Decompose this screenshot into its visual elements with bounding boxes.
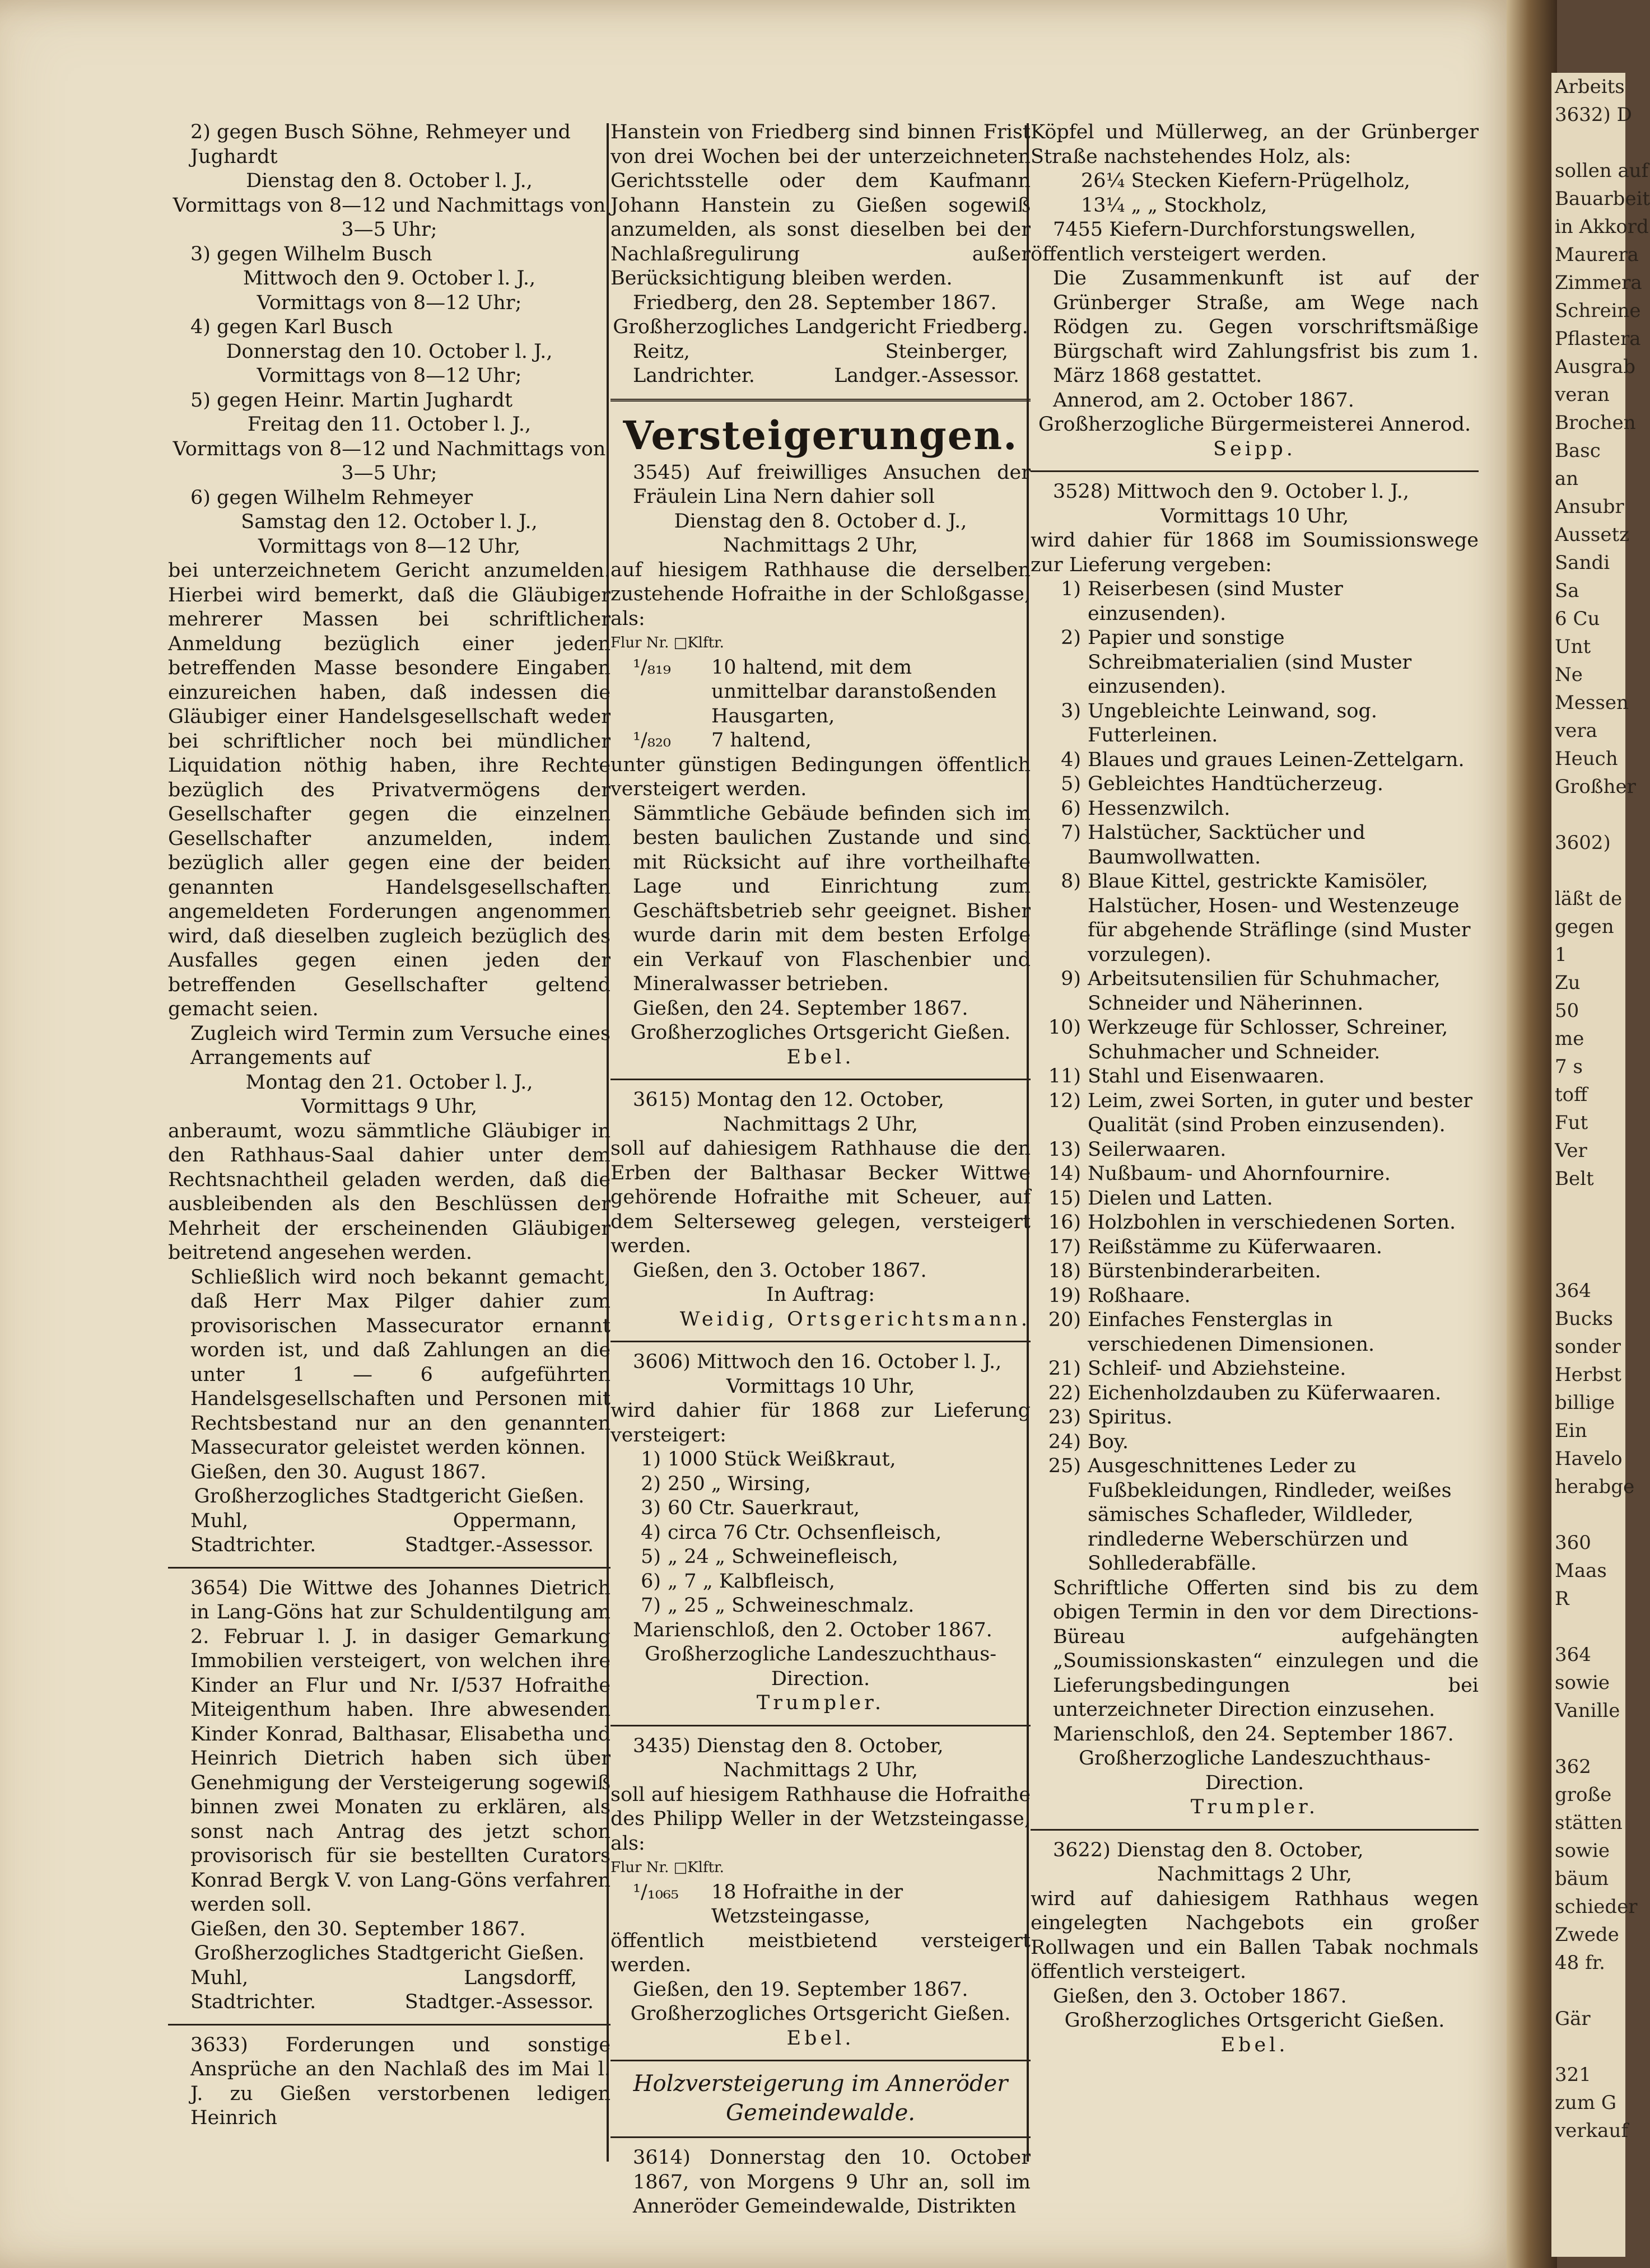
- list-number: 19): [1048, 1284, 1081, 1307]
- notice-3545-text-3: Sämmtliche Gebäude befinden sich im besten baulichen Zustande und sind mit Rücksicht auf ihre vortheilhafte Lage und Einrichtung zum Geschäftsbetrieb sehr geeignet. Bisher wurde darin mit dem besten Erfolge ein Verkauf von Flaschenbier und Mineralwasser betrieben.: [633, 802, 1031, 995]
- list-item: Blaue Kittel, gestrickte Kamisöler, Halstücher, Hosen- und Westenzeuge für abgehende Sträflinge (sind Muster vorzulegen).: [1088, 870, 1471, 966]
- list-item: Gebleichtes Handtücherzeug.: [1088, 773, 1383, 795]
- adjacent-page-text: 362: [1555, 1756, 1591, 1778]
- list-number: 7): [1061, 822, 1081, 844]
- adjacent-page-text: in Akkord: [1555, 216, 1649, 238]
- adjacent-page-text: stätten: [1555, 1812, 1623, 1834]
- debtor-4: 4) gegen Karl Busch: [190, 316, 393, 338]
- adjacent-page-text: Havelo: [1555, 1448, 1623, 1470]
- lot-number: ¹/₁₀₆₅: [633, 1880, 679, 1903]
- adjacent-page-text: zum G: [1555, 2092, 1617, 2114]
- list-number: 13): [1048, 1138, 1081, 1161]
- column-3: [1031, 120, 1479, 2057]
- court-name: Großherzogliches Ortsgericht Gießen.: [1064, 2009, 1445, 2032]
- book-gutter: [1507, 0, 1557, 2268]
- adjacent-page-text: 364: [1555, 1644, 1591, 1666]
- court-name: Großherzogliches Landgericht Friedberg.: [613, 316, 1028, 338]
- adjacent-page-text: 7 s: [1555, 1056, 1583, 1078]
- adjacent-page-text: Schreine: [1555, 300, 1641, 322]
- list-item: Boy.: [1088, 1430, 1129, 1453]
- place-date: Gießen, den 19. September 1867.: [633, 1978, 968, 2001]
- arrangement-date: Montag den 21. October l. J.,: [245, 1071, 533, 1094]
- list-item: Arbeitsutensilien für Schuhmacher, Schneider und Näherinnen.: [1088, 968, 1441, 1015]
- adjacent-page-text: R: [1555, 1588, 1569, 1610]
- debtor-6-date: Samstag den 12. October l. J.,: [241, 511, 538, 533]
- place-date: Gießen, den 3. October 1867.: [633, 1259, 927, 1282]
- list-number: 6): [641, 1570, 661, 1593]
- adjacent-page-text: sowie: [1555, 1840, 1610, 1862]
- auction-time: Nachmittags 2 Uhr,: [723, 534, 918, 557]
- adjacent-page-text: [1555, 1221, 1625, 1249]
- adjacent-page-text: me: [1555, 1028, 1584, 1050]
- notice-3633: 3633) Forderungen und sonstige Ansprüche an den Nachlaß des im Mai l. J. zu Gießen verstorbenen ledigen Heinrich: [190, 2033, 610, 2129]
- debtor-6: 6) gegen Wilhelm Rehmeyer: [190, 486, 473, 509]
- wood-lot: 26¼ Stecken Kiefern-Prügelholz,: [1081, 170, 1410, 192]
- list-number: 9): [1061, 968, 1081, 990]
- notice-3435-text: soll auf hiesigem Rathhause die Hofraithe des Philipp Weller in der Wetzsteingasse, als:: [610, 1783, 1031, 1855]
- arrangement-time: Vormittags 9 Uhr,: [301, 1095, 478, 1118]
- adjacent-page-text: 364: [1555, 1280, 1591, 1302]
- mandate-label: In Auftrag:: [766, 1284, 875, 1306]
- divider: [1031, 470, 1479, 472]
- adjacent-page-text: Maurera: [1555, 244, 1639, 266]
- adjacent-page-text: [1555, 1725, 1625, 1753]
- list-item: Werkzeuge für Schlosser, Schreiner, Schuhmacher und Schneider.: [1088, 1016, 1448, 1063]
- list-item: Schleif- und Abziehsteine.: [1088, 1357, 1346, 1380]
- court-name: Großherzogliches Stadtgericht Gießen.: [194, 1942, 585, 1964]
- place-date: Gießen, den 3. October 1867.: [1053, 1985, 1347, 2008]
- list-item: Roßhaare.: [1088, 1284, 1191, 1307]
- adjacent-page-text: [1555, 1977, 1625, 2005]
- signature-role: Landrichter.: [633, 365, 755, 387]
- list-number: 17): [1048, 1235, 1081, 1258]
- list-item: Blaues und graues Leinen-Zettelgarn.: [1088, 748, 1465, 771]
- place-date: Gießen, den 24. September 1867.: [633, 997, 968, 1020]
- signature: Oppermann,: [453, 1509, 577, 1532]
- notice-3545-intro: 3545) Auf freiwilliges Ansuchen der Fräulein Lina Nern dahier soll: [633, 461, 1031, 508]
- list-item: Eichenholzdauben zu Küferwaaren.: [1088, 1382, 1442, 1404]
- notice-body-4: Schließlich wird noch bekannt gemacht, daß Herr Max Pilger dahier zum provisorischen Massecurator ernannt worden ist, und daß Zahlungen an die unter 1 — 6 aufgeführten Handelsgesellschaften und Personen mit Rechtsbestand nur an den genannten Massecurator geleistet werden können.: [190, 1266, 610, 1459]
- list-item: „ 24 „ Schweinefleisch,: [668, 1546, 898, 1568]
- list-number: 15): [1048, 1187, 1081, 1210]
- court-name: Großherzogliche Landeszuchthaus-Direction.: [1078, 1747, 1431, 1794]
- notice-text: öffentlich versteigert werden.: [1031, 242, 1327, 265]
- lot-number: ¹/₈₁₉: [633, 656, 671, 679]
- adjacent-page-text: Gär: [1555, 2008, 1591, 2030]
- divider: [610, 1725, 1031, 1726]
- adjacent-page-text: [1555, 1249, 1625, 1277]
- divider: [610, 1341, 1031, 1342]
- lot-number: ¹/₈₂₀: [633, 729, 671, 752]
- list-item: Bürstenbinderarbeiten.: [1088, 1260, 1321, 1282]
- debtor-4-time: Vormittags von 8—12 Uhr;: [257, 365, 522, 387]
- list-number: 4): [1061, 748, 1081, 771]
- place-date: Gießen, den 30. August 1867.: [190, 1460, 487, 1483]
- signature-role: Landger.-Assessor.: [834, 365, 1019, 387]
- auction-time: Nachmittags 2 Uhr,: [723, 1759, 918, 1781]
- list-item: „ 7 „ Kalbfleisch,: [668, 1570, 836, 1593]
- signature: Trumpler.: [756, 1692, 885, 1714]
- list-number: 1): [641, 1448, 661, 1471]
- list-item: circa 76 Ctr. Ochsenfleisch,: [668, 1521, 942, 1544]
- signature: Trumpler.: [1190, 1796, 1319, 1818]
- column-1: [168, 120, 610, 2131]
- divider: [610, 2060, 1031, 2061]
- adjacent-page-text: Arbeits: [1555, 76, 1625, 98]
- place-date: Gießen, den 30. September 1867.: [190, 1917, 526, 1940]
- adjacent-page-text: Brochen: [1555, 412, 1636, 434]
- adjacent-page-text: Sandi: [1555, 552, 1610, 574]
- list-item: Dielen und Latten.: [1088, 1187, 1273, 1210]
- signature: Langsdorff,: [464, 1966, 577, 1989]
- adjacent-page-text: Ansubr: [1555, 496, 1624, 518]
- list-item: Halstücher, Sacktücher und Baumwollwatten.: [1088, 822, 1365, 869]
- adjacent-page-text: billige: [1555, 1392, 1615, 1414]
- place-date: Friedberg, den 28. September 1867.: [633, 291, 997, 314]
- adjacent-page-text: [1555, 1613, 1625, 1641]
- notice-continued: Hanstein von Friedberg sind binnen Frist von drei Wochen bei der unterzeichneten Gerichtsstelle oder dem Kaufmann Johann Hanstein zu Gießen sogewiß anzumelden, als sonst dieselben bei der Nachlaßregulirung außer Berücksichtigung bleiben werden.: [610, 121, 1031, 290]
- place-date: Annerod, am 2. October 1867.: [1053, 389, 1354, 412]
- list-number: 22): [1048, 1382, 1081, 1404]
- list-item: Spiritus.: [1088, 1406, 1173, 1429]
- court-name: Großherzogliches Ortsgericht Gießen.: [630, 2003, 1011, 2025]
- adjacent-page-text: 50: [1555, 1000, 1579, 1022]
- notice-3615-intro: 3615) Montag den 12. October,: [633, 1089, 944, 1111]
- list-item: Stahl und Eisenwaaren.: [1088, 1065, 1325, 1088]
- list-item: 250 „ Wirsing,: [668, 1472, 811, 1495]
- adjacent-page-text: Ne: [1555, 664, 1583, 686]
- column-2: [610, 120, 1031, 2219]
- notice-3622-intro: 3622) Dienstag den 8. October,: [1053, 1838, 1364, 1861]
- signature: Ebel.: [786, 1046, 855, 1068]
- court-name: Großherzogliche Bürgermeisterei Annerod.: [1038, 413, 1471, 436]
- lot-description: 18 Hofraithe in der Wetzsteingasse,: [711, 1880, 903, 1928]
- adjacent-page-text: Fut: [1555, 1112, 1588, 1134]
- adjacent-page-text: [1555, 857, 1625, 885]
- list-number: 10): [1048, 1016, 1081, 1039]
- adjacent-page-text: Ein: [1555, 1420, 1587, 1442]
- list-number: 2): [641, 1472, 661, 1495]
- signature: Steinberger,: [885, 340, 1008, 363]
- list-item: 1000 Stück Weißkraut,: [668, 1448, 896, 1471]
- notice-3606-intro: 3606) Mittwoch den 16. October l. J.,: [633, 1351, 1002, 1373]
- debtor-3-date: Mittwoch den 9. October l. J.,: [243, 267, 536, 290]
- adjacent-page-text: Herbst: [1555, 1364, 1621, 1386]
- adjacent-page-text: sollen auf: [1555, 160, 1649, 182]
- debtor-5-date: Freitag den 11. October l. J.,: [247, 413, 532, 436]
- adjacent-page-text: Maas: [1555, 1560, 1607, 1582]
- divider: [1031, 1829, 1479, 1831]
- list-item: Reiserbesen (sind Muster einzusenden).: [1088, 578, 1343, 625]
- adjacent-page-text: [1555, 801, 1625, 829]
- list-item: „ 25 „ Schweineschmalz.: [668, 1594, 915, 1617]
- notice-3435-text-2: öffentlich meistbietend versteigert werden.: [610, 1929, 1031, 1976]
- adjacent-page-text: veran: [1555, 384, 1610, 406]
- court-name: Großherzogliches Ortsgericht Gießen.: [630, 1021, 1011, 1044]
- list-item: Papier und sonstige Schreibmaterialien (sind Muster einzusenden).: [1088, 627, 1412, 698]
- adjacent-page-text: Aussetz: [1555, 524, 1630, 546]
- adjacent-page-text: Zwede: [1555, 1924, 1619, 1946]
- list-item: Seilerwaaren.: [1088, 1138, 1227, 1161]
- divider: [610, 2136, 1031, 2138]
- adjacent-page-text: Zu: [1555, 972, 1581, 994]
- notice-text: Die Zusammenkunft ist auf der Grünberger Straße, am Wege nach Rödgen zu. Gegen vorschriftsmäßige Bürgschaft wird Zahlungsfrist bis zum 1. März 1868 gestattet.: [1053, 267, 1479, 387]
- adjacent-page-text: läßt de: [1555, 888, 1623, 910]
- notice-3545-text: auf hiesigem Rathhause die derselben zustehende Hofraithe in der Schloßgasse, als:: [610, 558, 1031, 630]
- supply-list: [610, 1448, 1031, 1618]
- notice-3435-intro: 3435) Dienstag den 8. October,: [633, 1734, 944, 1757]
- signature: Weidig, Ortsgerichtsmann.: [679, 1308, 1031, 1331]
- adjacent-page-fragment: [1551, 73, 1650, 2257]
- adjacent-page-text: Sa: [1555, 580, 1579, 602]
- section-subheading: Holzversteigerung im Anneröder Gemeindewalde.: [633, 2071, 1008, 2126]
- list-number: 3): [641, 1497, 661, 1519]
- adjacent-page-text: 3632) D: [1555, 104, 1632, 126]
- wood-lot: 7455 Kiefern-Durchforstungswellen,: [1053, 218, 1416, 241]
- divider: [610, 399, 1031, 402]
- adjacent-page-text: schieder: [1555, 1896, 1638, 1918]
- signature-role: Stadtrichter.: [190, 1991, 316, 2013]
- list-number: 8): [1061, 870, 1081, 893]
- list-number: 6): [1061, 797, 1081, 820]
- debtor-6-time: Vormittags von 8—12 Uhr,: [258, 535, 521, 558]
- wood-lot: 13¼ „ „ Stockholz,: [1081, 194, 1267, 217]
- list-number: 2): [1061, 627, 1081, 649]
- debtor-2: 2) gegen Busch Söhne, Rehmeyer und Jughardt: [190, 121, 571, 168]
- list-item: Ungebleichte Leinwand, sog. Futterleinen.: [1088, 699, 1377, 746]
- list-number: 14): [1048, 1163, 1081, 1185]
- auction-time: Vormittags 10 Uhr,: [726, 1375, 915, 1398]
- notice-3615-text: soll auf dahiesigem Rathhause die den Erben der Balthasar Becker Wittwe gehörende Hofraithe mit Scheuer, auf dem Selterseweg gelegen, versteigert werden.: [610, 1137, 1031, 1257]
- notice-3528-intro: 3528) Mittwoch den 9. October l. J.,: [1053, 480, 1410, 503]
- adjacent-page-text: sowie: [1555, 1672, 1610, 1694]
- court-name: Großherzogliches Stadtgericht Gießen.: [194, 1485, 585, 1508]
- adjacent-page-text: gegen: [1555, 916, 1614, 938]
- list-number: 23): [1048, 1406, 1081, 1429]
- auction-time: Nachmittags 2 Uhr,: [723, 1113, 918, 1136]
- list-number: 7): [641, 1594, 661, 1617]
- adjacent-page-text: Basc: [1555, 440, 1601, 462]
- auction-time: Vormittags 10 Uhr,: [1160, 505, 1349, 528]
- list-item: Einfaches Fensterglas in verschiedenen Dimensionen.: [1088, 1309, 1375, 1356]
- adjacent-page-text: Unt: [1555, 636, 1591, 658]
- list-number: 21): [1048, 1357, 1081, 1380]
- notice-3606-text: wird dahier für 1868 zur Lieferung versteigert:: [610, 1399, 1031, 1446]
- adjacent-page-text: Ausgrab: [1555, 356, 1635, 378]
- adjacent-page-text: 3602): [1555, 832, 1611, 854]
- list-item: 60 Ctr. Sauerkraut,: [668, 1497, 860, 1519]
- list-number: 1): [1061, 578, 1081, 600]
- adjacent-page-text: Bauarbeit: [1555, 188, 1650, 210]
- notice-3622-text: wird auf dahiesigem Rathhaus wegen eingelegten Nachgebots ein großer Rollwagen und ein Ballen Tabak nochmals öffentlich versteigert.: [1031, 1887, 1479, 1983]
- adjacent-page-text: 321: [1555, 2064, 1591, 2086]
- adjacent-page-text: an: [1555, 468, 1579, 490]
- signature: Reitz,: [633, 340, 690, 363]
- list-number: 16): [1048, 1211, 1081, 1234]
- list-number: 3): [1061, 699, 1081, 722]
- adjacent-page-text: Großher: [1555, 776, 1636, 798]
- notice-3654: 3654) Die Wittwe des Johannes Dietrich in Lang-Göns hat zur Schuldentilgung am 2. Februar l. J. in dasiger Gemarkung Immobilien versteigert, von welchen ihre Kinder an Flur und Nr. I/537 Hofraithe Miteigenthum haben. Ihre abwesenden Kinder Konrad, Balthasar, Elisabetha und Heinrich Dietrich haben sich über Genehmigung der Versteigerung sogewiß binnen zwei Monaten zu erklären, als sonst nach Antrag des jetzt schon provisorisch für sie bestellten Curators Konrad Bergk V. von Lang-Göns verfahren werden soll.: [190, 1576, 610, 1916]
- signature-role: Stadtrichter.: [190, 1534, 316, 1556]
- place-date: Marienschloß, den 2. October 1867.: [633, 1618, 992, 1641]
- list-item: Ausgeschnittenes Leder zu Fußbekleidungen, Rindleder, weißes sämisches Schafleder, Wildleder, rindlederne Weberschürzen und Sohllederabfälle.: [1088, 1455, 1452, 1575]
- adjacent-page-text: herabge: [1555, 1476, 1635, 1498]
- notice-3528-text: wird dahier für 1868 im Soumissionswege zur Lieferung vergeben:: [1031, 529, 1479, 576]
- adjacent-page-text: [1555, 1501, 1625, 1529]
- debtor-3: 3) gegen Wilhelm Busch: [190, 242, 432, 265]
- list-item: Holzbohlen in verschiedenen Sorten.: [1088, 1211, 1456, 1234]
- debtor-5: 5) gegen Heinr. Martin Jughardt: [190, 389, 513, 412]
- lot-description: 10 haltend, mit dem unmittelbar daranstoßenden Hausgarten,: [711, 656, 997, 727]
- debtor-2-date: Dienstag den 8. October l. J.,: [246, 170, 533, 192]
- adjacent-page-text: [1555, 1193, 1625, 1221]
- notice-body-3: anberaumt, wozu sämmtliche Gläubiger in den Rathhaus-Saal dahier unter dem Rechtsnachtheil geladen werden, daß die ausbleibenden als den Beschlüssen der Mehrheit der erscheinenden Gläubiger beitretend angesehen werden.: [168, 1119, 610, 1264]
- adjacent-page-text: Heuch: [1555, 748, 1618, 770]
- signature-role: Stadtger.-Assessor.: [404, 1534, 594, 1556]
- signature-role: Stadtger.-Assessor.: [404, 1991, 594, 2013]
- adjacent-page-text: 1: [1555, 944, 1567, 966]
- list-number: 5): [641, 1546, 661, 1568]
- list-number: 25): [1048, 1455, 1081, 1477]
- supply-list: [1031, 577, 1479, 1576]
- list-item: Leim, zwei Sorten, in guter und bester Qualität (sind Proben einzusenden).: [1088, 1089, 1473, 1136]
- adjacent-page-text: Bucks: [1555, 1308, 1613, 1330]
- adjacent-page-text: toff: [1555, 1084, 1588, 1106]
- list-item: Nußbaum- und Ahornfournire.: [1088, 1163, 1391, 1185]
- list-item: Hessenzwilch.: [1088, 797, 1230, 820]
- adjacent-page-text: verkauf: [1555, 2120, 1628, 2142]
- debtor-2-time: Vormittags von 8—12 und Nachmittags von 3—5 Uhr;: [173, 194, 606, 241]
- adjacent-page-text: bäum: [1555, 1868, 1609, 1890]
- list-number: 4): [641, 1521, 661, 1544]
- debtor-5-time: Vormittags von 8—12 und Nachmittags von 3—5 Uhr;: [173, 437, 606, 484]
- notice-continued: Köpfel und Müllerweg, an der Grünberger Straße nachstehendes Holz, als:: [1031, 121, 1479, 168]
- adjacent-page-text: Pflastera: [1555, 328, 1641, 350]
- lot-table-header: Flur Nr. □Klftr.: [610, 634, 724, 651]
- list-item: Reißstämme zu Küferwaaren.: [1088, 1235, 1382, 1258]
- auction-date: Dienstag den 8. October d. J.,: [674, 510, 967, 533]
- court-name: Großherzogliche Landeszuchthaus-Direction.: [644, 1643, 997, 1690]
- list-number: 20): [1048, 1309, 1081, 1331]
- adjacent-page-text: vera: [1555, 720, 1597, 742]
- list-number: 18): [1048, 1260, 1081, 1282]
- notice-3528-text-2: Schriftliche Offerten sind bis zu dem obigen Termin in den vor dem Directions-Büreau aufgehängten „Soumissionskasten“ einzulegen und die Lieferungsbedingungen bei unterzeichneter Direction einzusehen.: [1053, 1576, 1479, 1721]
- place-date: Marienschloß, den 24. September 1867.: [1053, 1723, 1454, 1746]
- divider: [168, 1567, 610, 1569]
- notice-body: bei unterzeichnetem Gericht anzumelden. Hierbei wird bemerkt, daß die Gläubiger mehrerer Massen bei schriftlicher Anmeldung bezüglich einer jeden betreffenden Masse besondere Eingaben einzureichen haben, daß indessen die Gläubiger einer Handelsgesellschaft weder bei schriftlicher noch bei mündlicher Liquidation nöthig haben, ihre Rechte bezüglich des Privatvermögens der Gesellschafter gegen die einzelnen Gesellschafter anzumelden, indem bezüglich aller gegen eine der beiden genannten Handelsgesellschaften angemeldeten Forderungen angenommen wird, daß dieselben zugleich bezüglich des Ausfalles gegen einen jeden der betreffenden Gesellschafter geltend gemacht seien.: [168, 559, 610, 1020]
- notice-3545-text-2: unter günstigen Bedingungen öffentlich versteigert werden.: [610, 753, 1031, 800]
- adjacent-page-text: Zimmera: [1555, 272, 1642, 294]
- adjacent-page-text: Messen: [1555, 692, 1629, 714]
- signature: Muhl,: [190, 1966, 249, 1989]
- divider: [610, 1079, 1031, 1080]
- adjacent-page-text: Belt: [1555, 1168, 1594, 1190]
- list-number: 11): [1048, 1065, 1081, 1088]
- section-heading: Versteigerungen.: [623, 412, 1018, 459]
- list-number: 5): [1061, 773, 1081, 795]
- auction-time: Nachmittags 2 Uhr,: [1157, 1863, 1352, 1886]
- adjacent-page-text: große: [1555, 1784, 1612, 1806]
- debtor-3-time: Vormittags von 8—12 Uhr;: [257, 291, 522, 314]
- signature: Muhl,: [190, 1509, 249, 1532]
- lot-table-header: Flur Nr. □Klftr.: [610, 1859, 724, 1876]
- lot-description: 7 haltend,: [711, 729, 812, 752]
- adjacent-page-text: 360: [1555, 1532, 1591, 1554]
- adjacent-page-text: Ver: [1555, 1140, 1587, 1162]
- adjacent-page-text: 6 Cu: [1555, 608, 1600, 630]
- notice-arrangement: Zugleich wird Termin zum Versuche eines Arrangements auf: [190, 1022, 610, 1069]
- adjacent-page-text: Vanille: [1555, 1700, 1620, 1722]
- notice-3614: 3614) Donnerstag den 10. October 1867, von Morgens 9 Uhr an, soll im Anneröder Gemeindewalde, Distrikten: [633, 2146, 1031, 2218]
- list-number: 24): [1048, 1430, 1081, 1453]
- list-number: 12): [1048, 1089, 1081, 1112]
- signature: Seipp.: [1213, 437, 1296, 460]
- adjacent-page-text: 48 fr.: [1555, 1952, 1605, 1974]
- signature: Ebel.: [1220, 2033, 1289, 2056]
- adjacent-page-text: [1555, 2033, 1625, 2061]
- adjacent-page-text: [1555, 129, 1625, 157]
- debtor-4-date: Donnerstag den 10. October l. J.,: [226, 340, 553, 363]
- divider: [168, 2024, 610, 2026]
- signature: Ebel.: [786, 2027, 855, 2050]
- adjacent-page-text: sonder: [1555, 1336, 1621, 1358]
